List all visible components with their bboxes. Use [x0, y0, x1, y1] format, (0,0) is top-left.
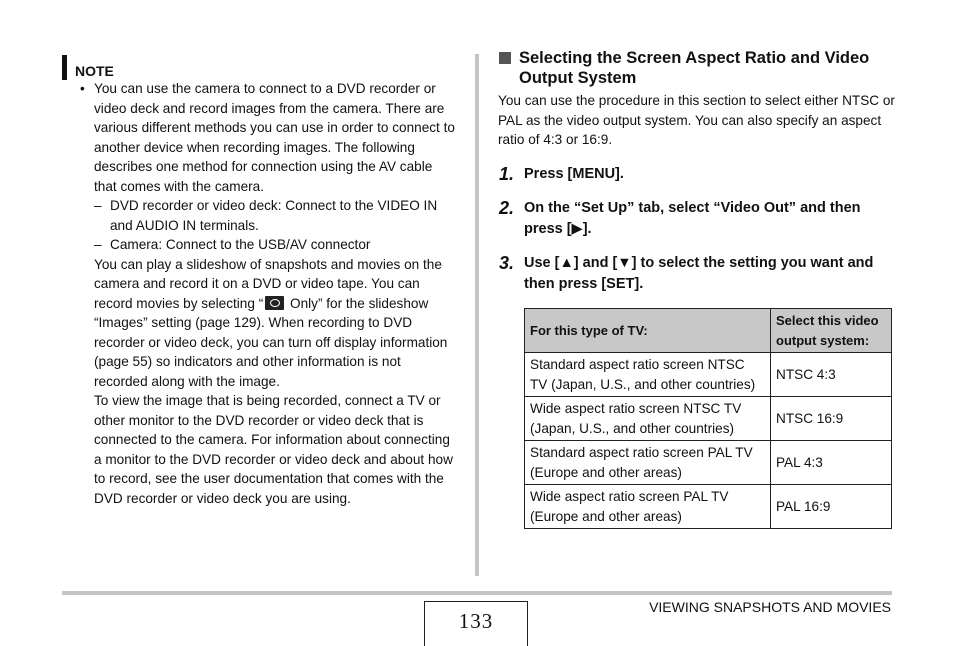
- step-text: Use [▲] and [▼] to select the setting you want and then press [SET].: [524, 255, 874, 292]
- table-row: [525, 353, 892, 397]
- note-title: NOTE: [75, 63, 114, 79]
- table-cell-tv-type: Standard aspect ratio screen NTSC TV (Japan, U.S., and other countries): [525, 353, 771, 397]
- table-row: [525, 397, 892, 441]
- table-cell-output-system: NTSC 16:9: [771, 397, 892, 441]
- table-row: [525, 485, 892, 529]
- page-number: 133: [458, 609, 494, 633]
- step-1: [499, 164, 891, 185]
- table-cell-output-system: PAL 4:3: [771, 441, 892, 485]
- table-cell-tv-type: Wide aspect ratio screen NTSC TV (Japan, U.S., and other countries): [525, 397, 771, 441]
- table-header-tv-type: For this type of TV:: [525, 309, 771, 353]
- step-number: 2.: [499, 198, 515, 218]
- section-heading-text: Selecting the Screen Aspect Ratio and Video Output System: [519, 49, 870, 87]
- note-bullet-item: [80, 79, 458, 196]
- note-paragraph-monitor: To view the image that is being recorded, connect a TV or other monitor to the DVD recorder or video deck that is connected to the camera. For information about connecting a monitor to the DVD recorder or video deck and about how to record, see the user documentation that comes with the DVD recorder or video deck you are using.: [94, 393, 453, 506]
- section-heading: [499, 48, 899, 88]
- step-text: On the “Set Up” tab, select “Video Out” and then press [▶].: [524, 200, 861, 237]
- section-intro: You can use the procedure in this section to select either NTSC or PAL as the video output system. You can also specify an aspect ratio of 4:3 or 16:9.: [498, 93, 895, 147]
- video-output-table: [524, 308, 892, 529]
- movie-icon: [265, 296, 284, 310]
- note-paragraph-slideshow: [80, 255, 458, 392]
- step-2: [499, 198, 891, 239]
- step-text: Press [MENU].: [524, 166, 624, 182]
- step-number: 1.: [499, 164, 515, 184]
- paragraph-text: Only” for the slideshow “Images” setting (page 129). When recording to DVD recorder or video deck, you can turn off display information (page 55) so indicators and other information is not recorded along with the image.: [94, 295, 448, 389]
- dash-marker: –: [94, 237, 102, 252]
- table-cell-tv-type: Wide aspect ratio screen PAL TV (Europe and other areas): [525, 485, 771, 529]
- note-body: [80, 79, 458, 508]
- table-header-row: [525, 309, 892, 353]
- bullet-marker: •: [80, 81, 85, 96]
- note-sub-item: [80, 235, 458, 255]
- note-sub-item: [80, 196, 458, 235]
- paragraph-text: You can play a slideshow of snapshots and movies on the camera and record it on a DVD or video tape. You can record movies by selecting “: [94, 256, 442, 311]
- table-cell-tv-type: Standard aspect ratio screen PAL TV (Europe and other areas): [525, 441, 771, 485]
- square-bullet-icon: [499, 52, 511, 64]
- footer-section-title: VIEWING SNAPSHOTS AND MOVIES: [649, 599, 891, 615]
- step-3: [499, 253, 891, 294]
- footer-rule: [62, 591, 892, 595]
- column-divider: [475, 54, 479, 576]
- note-sub-item-text: DVD recorder or video deck: Connect to the VIDEO IN and AUDIO IN terminals.: [110, 198, 438, 233]
- table-header-output-system: Select this video output system:: [771, 309, 892, 353]
- table-cell-output-system: NTSC 4:3: [771, 353, 892, 397]
- table-row: [525, 441, 892, 485]
- note-marker-bar: [62, 55, 67, 80]
- dash-marker: –: [94, 198, 102, 213]
- note-bullet-text: You can use the camera to connect to a DVD recorder or video deck and record images from the camera. There are various different methods you can use in order to connect to another device when recording images. The following describes one method for connection using the AV cable that comes with the camera.: [94, 81, 455, 194]
- step-number: 3.: [499, 253, 515, 273]
- note-sub-item-text: Camera: Connect to the USB/AV connector: [110, 237, 371, 252]
- table-cell-output-system: PAL 16:9: [771, 485, 892, 529]
